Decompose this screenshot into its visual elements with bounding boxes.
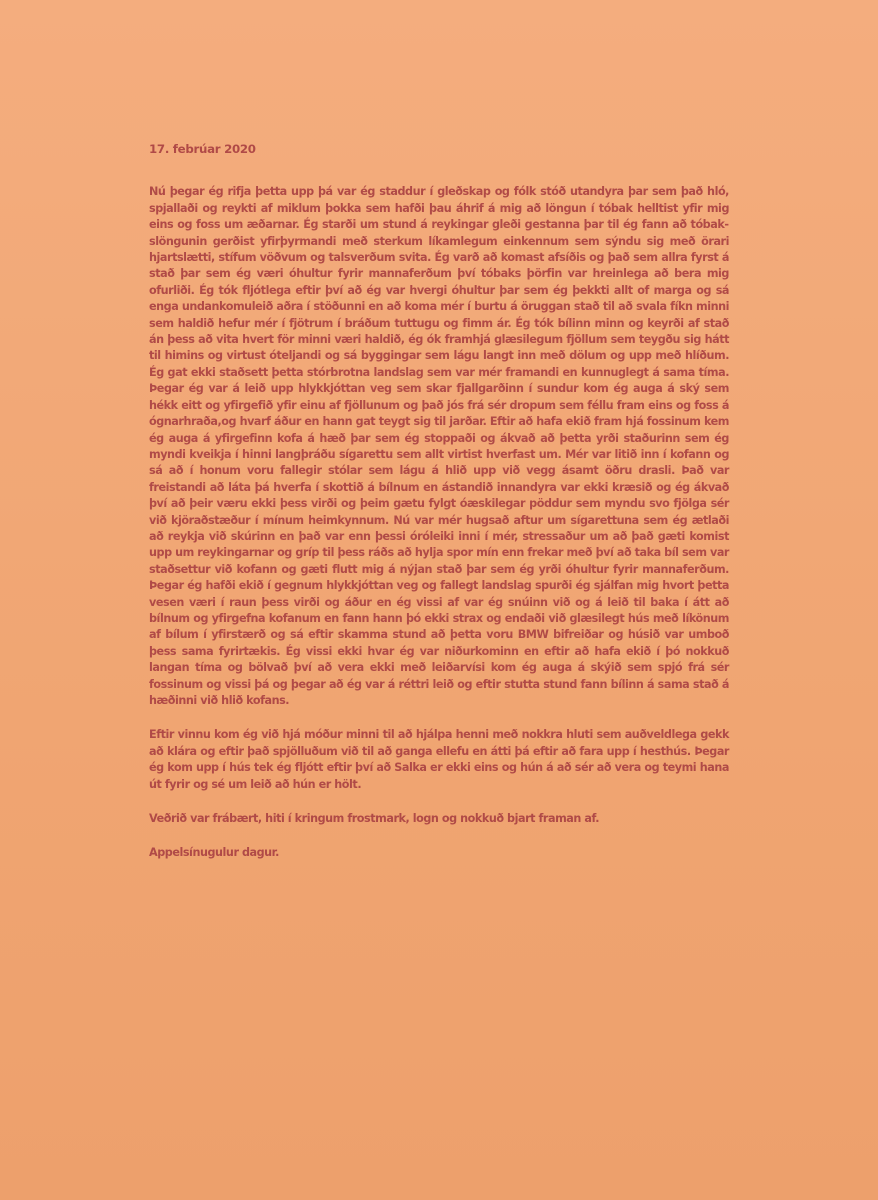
paragraph-evening: Eftir vinnu kom ég við hjá móður minni til að hjálpa henni með nokkra hluti sem auðveldlega gekk að klára og eftir það spjölluðum við til að ganga ellefu en átti þá eftir að fara upp í hesthús. Þegar ég kom upp í hús tek ég fljótt eftir því að Salka er ekki eins og hún á að sér að vera og teymi hana út fyrir og sé um leið að hún er hölt. [149, 728, 729, 791]
paragraph-dream: Nú þegar ég rifja þetta upp þá var ég staddur í gleðskap og fólk stóð utandyra þar sem það hló, spjallaði og reykti af miklum þokka sem hafði þau áhrif á mig að löngun í tóbak helltist yfir mig eins og foss um æðarnar. Ég starði um stund á reykingar gleði gestanna þar til ég fann að tóbakslöngunin gerðist yfirþyrmandi með sterkum líkamlegum einkennum sem sýndu sig með örari hjartslætti, stífum vöðvum og talsverðum svita. Ég varð að komast afsíðis og það sem allra fyrst á stað þar sem ég væri óhultur fyrir mannaferðum því tóbaks þörfin var hreinlega að bera mig ofurliði. Ég tók fljótlega eftir því að ég var hvergi óhultur þar sem ég þekkti allt of marga og sá enga undankomuleið aðra í stöðunni en að koma mér í burtu á öruggan stað til að svala fíkn minni sem haldið hefur mér í fjötrum í bráðum tuttugu og fimm ár. Ég tók bílinn minn og keyrði af stað án þess að vita hvert för minni væri haldið, ég ók framhjá glæsilegum fjöllum sem teygðu sig hátt til himins og virtust óteljandi og sá byggingar sem lágu langt inn með dölum og upp með hlíðum. Ég gat ekki staðsett þetta stórbrotna landslag sem var mér framandi en kunnuglegt á sama tíma. Þegar ég var á leið upp hlykkjóttan veg sem skar fjallgarðinn í sundur kom ég auga á ský sem hékk eitt og yfirgefið yfir einu af fjöllunum og það jós frá sér dropum sem féllu fram eins og foss á ógnarhraða,og hvarf áður en hann gat teygt sig til jarðar. Eftir að hafa ekið fram hjá fossinum kem ég auga á yfirgefinn kofa á hæð þar sem ég stoppaði og ákvað að þetta yrði staðurinn sem ég myndi kveikja í hinni langþráðu sígarettu sem allt virtist hverfast um. Mér var litið inn í kofann og sá að í honum voru fallegir stólar sem lágu á hlið upp við vegg ásamt öðru drasli. Það var freistandi að láta þá hverfa í skottið á bílnum en ástandið innandyra var ekki kræsið og ég ákvað því að þeir væru ekki þess virði og þeim gætu fylgt óæskilegar pöddur sem myndu svo fjölga sér við kjöraðstæður í mínum heimkynnum. Nú var mér hugsað aftur um sígarettuna sem ég ætlaði að reykja við skúrinn en það var enn þessi óróleiki inni í mér, stressaður um að það gæti komist upp um reykingarnar og gríp til þess ráðs að hylja spor mín enn frekar með því að taka bíl sem var staðsettur við kofann og gæti flutt mig á nýjan stað þar sem ég yrði óhultur fyrir mannaferðum. Þegar ég hafði ekið í gegnum hlykkjóttan veg og fallegt landslag spurði ég sjálfan mig hvort þetta vesen væri í raun þess virði og áður en ég vissi af var ég snúinn við og á leið til baka í átt að bílnum og yfirgefna kofanum en fann hann þó ekki strax og endaði við glæsilegt hús með líkönum af bílum í yfirstærð og sá eftir skamma stund að þetta voru BMW bifreiðar og húsið var umboð þess sama fyrirtækis. Ég vissi ekki hvar ég var niðurkominn en eftir að hafa ekið í þó nokkuð langan tíma og bölvað því að vera ekki með leiðarvísi kom ég auga á skýið sem spjó frá sér fossinum og vissi þá og þegar að ég var á réttri leið og eftir stutta stund fann bílinn á sama stað á hæðinni við hlið kofans. [149, 185, 729, 707]
entry-date: 17. febrúar 2020 [149, 142, 256, 156]
journal-entry [149, 141, 729, 862]
paragraph-day-color: Appelsínugulur dagur. [149, 846, 279, 860]
paragraph-weather: Veðrið var frábært, hiti í kringum frostmark, logn og nokkuð bjart framan af. [149, 812, 600, 826]
